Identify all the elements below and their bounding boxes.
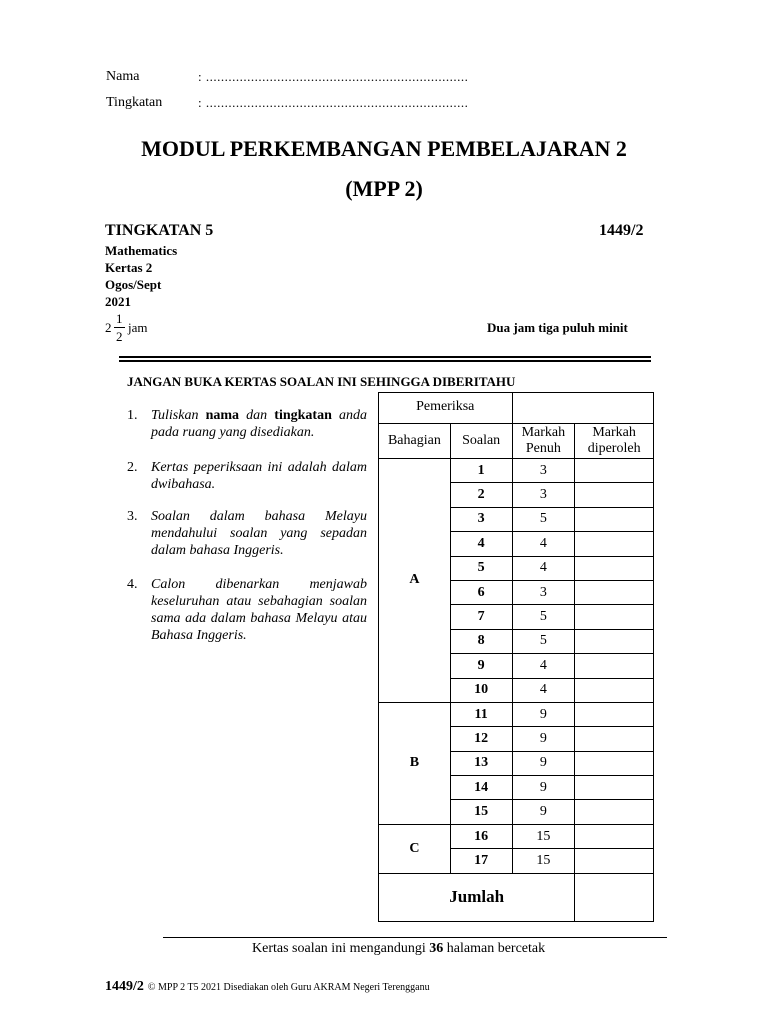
obtained-mark-cell[interactable]: [575, 800, 654, 824]
class-label: Tingkatan: [106, 95, 163, 110]
instruction-3: 3. Soalan dalam bahasa Melayu mendahului soalan yang sepadan dalam bahasa Inggeris.: [127, 509, 367, 558]
name-label: Nama: [106, 69, 140, 84]
duration-denominator: 2: [116, 329, 123, 344]
question-number: 5: [450, 556, 512, 580]
full-mark: 9: [512, 800, 575, 824]
obtained-mark-cell[interactable]: [575, 824, 654, 848]
copyright-text: © MPP 2 T5 2021 Disediakan oleh Guru AKRAM Negeri Terengganu: [147, 982, 430, 993]
page-count: Kertas soalan ini mengandungi 36 halaman bercetak: [252, 941, 546, 956]
obtained-mark-cell[interactable]: [575, 605, 654, 629]
divider-bottom: [119, 360, 651, 362]
question-number: 7: [450, 605, 512, 629]
question-number: 6: [450, 580, 512, 604]
exam-year: 2021: [105, 294, 131, 309]
obtained-mark-cell[interactable]: [575, 776, 654, 800]
obtained-mark-cell[interactable]: [575, 459, 654, 483]
obtained-mark-cell[interactable]: [575, 507, 654, 531]
section-header: Bahagian: [379, 424, 451, 459]
full-mark: 15: [512, 849, 575, 873]
divider-top: [119, 356, 651, 358]
obtained-mark-cell[interactable]: [575, 629, 654, 653]
obtained-mark-cell[interactable]: [575, 556, 654, 580]
instruction-2: 2. Kertas peperiksaan ini adalah dalam dwibahasa.: [127, 460, 367, 492]
full-mark: 4: [512, 532, 575, 556]
full-mark: 5: [512, 605, 575, 629]
form-level: TINGKATAN 5: [105, 222, 214, 239]
marks-table: [378, 392, 654, 922]
section-a: A: [379, 459, 451, 703]
page-subtitle: (MPP 2): [345, 176, 423, 201]
total-label: Jumlah: [379, 873, 575, 921]
question-number: 2: [450, 483, 512, 507]
section-c: C: [379, 824, 451, 873]
full-mark: 9: [512, 776, 575, 800]
paper-number: Kertas 2: [105, 260, 153, 275]
duration-numerator: 1: [116, 311, 123, 326]
exam-month: Ogos/Sept: [105, 277, 162, 292]
question-number: 16: [450, 824, 512, 848]
obtained-mark-cell[interactable]: [575, 483, 654, 507]
section-b: B: [379, 702, 451, 824]
full-mark: 3: [512, 483, 575, 507]
question-number: 13: [450, 751, 512, 775]
full-mark: 4: [512, 654, 575, 678]
full-mark: 3: [512, 580, 575, 604]
question-number: 14: [450, 776, 512, 800]
full-mark: 5: [512, 629, 575, 653]
duration-words: Dua jam tiga puluh minit: [487, 320, 628, 335]
duration-whole: 2: [105, 320, 112, 335]
footer-divider: [163, 937, 667, 938]
name-field[interactable]: : ......................................................................: [198, 69, 469, 84]
total-mark-cell[interactable]: [575, 873, 654, 921]
paper-code: 1449/2: [599, 222, 644, 239]
instruction-1: 1. Tuliskan nama dan tingkatan anda pada ruang yang disediakan.: [127, 408, 367, 440]
full-marks-header: Markah Penuh: [512, 424, 575, 459]
footer-code: 1449/2 © MPP 2 T5 2021 Disediakan oleh Guru AKRAM Negeri Terengganu: [105, 979, 430, 994]
obtained-mark-cell[interactable]: [575, 849, 654, 873]
full-mark: 9: [512, 751, 575, 775]
obtained-mark-cell[interactable]: [575, 580, 654, 604]
instruction-4: 4. Calon dibenarkan menjawab keseluruhan atau sebahagian soalan sama ada dalam bahasa Melayu atau Bahasa Inggeris.: [127, 577, 367, 643]
question-number: 1: [450, 459, 512, 483]
obtained-mark-cell[interactable]: [575, 727, 654, 751]
warning-text: JANGAN BUKA KERTAS SOALAN INI SEHINGGA DIBERITAHU: [127, 374, 516, 389]
question-number: 11: [450, 702, 512, 726]
question-number: 4: [450, 532, 512, 556]
full-mark: 4: [512, 556, 575, 580]
obtained-mark-cell[interactable]: [575, 654, 654, 678]
fraction-bar: [114, 327, 125, 328]
examiner-header: Pemeriksa: [379, 393, 513, 424]
question-number: 3: [450, 507, 512, 531]
full-mark: 9: [512, 727, 575, 751]
obtained-mark-cell[interactable]: [575, 751, 654, 775]
question-number: 17: [450, 849, 512, 873]
question-number: 12: [450, 727, 512, 751]
question-number: 8: [450, 629, 512, 653]
question-number: 10: [450, 678, 512, 702]
page-title: MODUL PERKEMBANGAN PEMBELAJARAN 2: [141, 136, 627, 161]
full-mark: 5: [512, 507, 575, 531]
question-number: 15: [450, 800, 512, 824]
obtained-mark-cell[interactable]: [575, 678, 654, 702]
obtained-mark-cell[interactable]: [575, 532, 654, 556]
question-header: Soalan: [450, 424, 512, 459]
full-mark: 3: [512, 459, 575, 483]
obtained-mark-cell[interactable]: [575, 702, 654, 726]
full-mark: 9: [512, 702, 575, 726]
full-mark: 15: [512, 824, 575, 848]
full-mark: 4: [512, 678, 575, 702]
subject: Mathematics: [105, 243, 178, 258]
obtained-marks-header: Markah diperoleh: [575, 424, 654, 459]
duration-unit: jam: [128, 320, 148, 335]
question-number: 9: [450, 654, 512, 678]
class-field[interactable]: : ......................................................................: [198, 95, 469, 110]
